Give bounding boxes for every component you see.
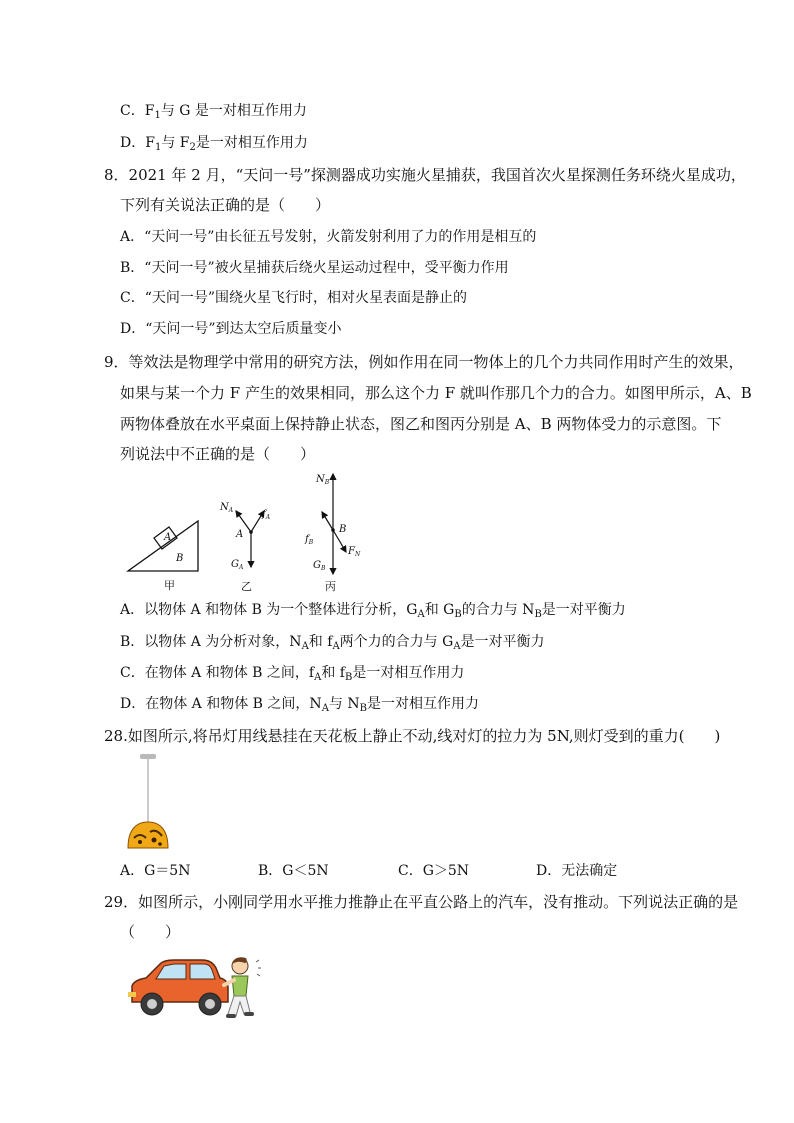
q28-option-d: D．无法确定 bbox=[536, 863, 618, 879]
q9-stem-line4: 列说法中不正确的是（ ） bbox=[120, 445, 316, 463]
svg-text:NB: $N_B$ bbox=[316, 474, 330, 486]
q28-stem: 28.如图所示,将吊灯用线悬挂在天花板上静止不动,线对灯的拉力为 5N,则灯受到的重力( ) bbox=[104, 727, 721, 745]
q28-option-c: C．G＞5N bbox=[398, 863, 470, 879]
q29-stem-line2: （ ） bbox=[120, 923, 181, 941]
figure-yi bbox=[214, 495, 274, 595]
label-b: B bbox=[176, 553, 184, 564]
label-a: A bbox=[164, 532, 172, 543]
svg-text:GA: $G_A$ bbox=[231, 559, 244, 571]
svg-text:GB: $G_B$ bbox=[313, 560, 326, 572]
q29-stem-line1: 29．如图所示，小刚同学用水平推力推静止在平直公路上的汽车，没有推动。下列说法正确的是 bbox=[104, 893, 739, 911]
figure-jia bbox=[126, 515, 206, 595]
figure-bing-label: 丙 bbox=[325, 580, 336, 593]
q9-option-a: A．以物体 A 和物体 B 为一个整体进行分析，$G_A$和 $G_B$的合力与 $N_B$是一对平衡力 bbox=[120, 602, 626, 620]
arrow-fb bbox=[322, 512, 333, 530]
q8-option-a: A．“天问一号”由长征五号发射，火箭发射利用了力的作用是相互的 bbox=[120, 229, 537, 245]
q9-stem-line1: 9．等效法是物理学中常用的研究方法，例如作用在同一物体上的几个力共同作用时产生的效果， bbox=[104, 353, 744, 371]
boy-pushing-car-figure bbox=[124, 952, 274, 1024]
figure-bing bbox=[302, 470, 372, 595]
svg-text:FN: $F_N$ bbox=[348, 546, 361, 558]
q9-stem-line2: 如果与某一个力 F 产生的效果相同，那么这个力 F 就叫作那几个力的合力。如图甲所示，A、B bbox=[120, 384, 752, 402]
block-b-wedge bbox=[128, 521, 198, 571]
figure-jia-label: 甲 bbox=[164, 579, 175, 592]
q28-option-b: B．G＜5N bbox=[258, 863, 329, 879]
q8-option-c: C．“天问一号”围绕火星飞行时，相对火星表面是静止的 bbox=[120, 290, 468, 306]
q9-option-b: B．以物体 A 为分析对象，$N_A$和 $f_A$两个力的合力与 $G_A$是一对平衡力 bbox=[120, 634, 545, 652]
ceiling-mount bbox=[140, 754, 156, 759]
label-point-b: B bbox=[339, 524, 347, 535]
q9-option-d: D．在物体 A 和物体 B 之间，$N_A$与 $N_B$是一对相互作用力 bbox=[120, 696, 479, 714]
q8-stem-line2: 下列有关说法正确的是（ ） bbox=[120, 196, 331, 214]
q7-option-d: D．$F_1$与 $F_2$是一对相互作用力 bbox=[120, 135, 308, 153]
svg-text:fB: $f_B$ bbox=[305, 534, 314, 546]
hanging-lamp-figure bbox=[122, 752, 178, 852]
q8-option-b: B．“天问一号”被火星捕获后绕火星运动过程中，受平衡力作用 bbox=[120, 260, 509, 276]
svg-text:fA: $f_A$ bbox=[262, 509, 271, 521]
figure-yi-label: 乙 bbox=[241, 580, 252, 593]
q28-option-a: A．G＝5N bbox=[120, 863, 191, 879]
q9-option-c: C．在物体 A 和物体 B 之间，$f_A$和 $f_B$是一对相互作用力 bbox=[120, 665, 465, 683]
q9-stem-line3: 两物体叠放在水平桌面上保持静止状态，图乙和图丙分别是 A、B 两物体受力的示意图。下 bbox=[120, 415, 722, 433]
q8-stem-line1: 8．2021 年 2 月，“天问一号”探测器成功实施火星捕获，我国首次火星探测任务环绕火星成功， bbox=[104, 166, 746, 184]
q8-option-d: D．“天问一号”到达太空后质量变小 bbox=[120, 321, 342, 337]
q7-option-c: C．$F_1$与 G 是一对相互作用力 bbox=[120, 103, 307, 121]
svg-text:NA: $N_A$ bbox=[220, 502, 234, 514]
label-point-a: A bbox=[236, 529, 244, 540]
